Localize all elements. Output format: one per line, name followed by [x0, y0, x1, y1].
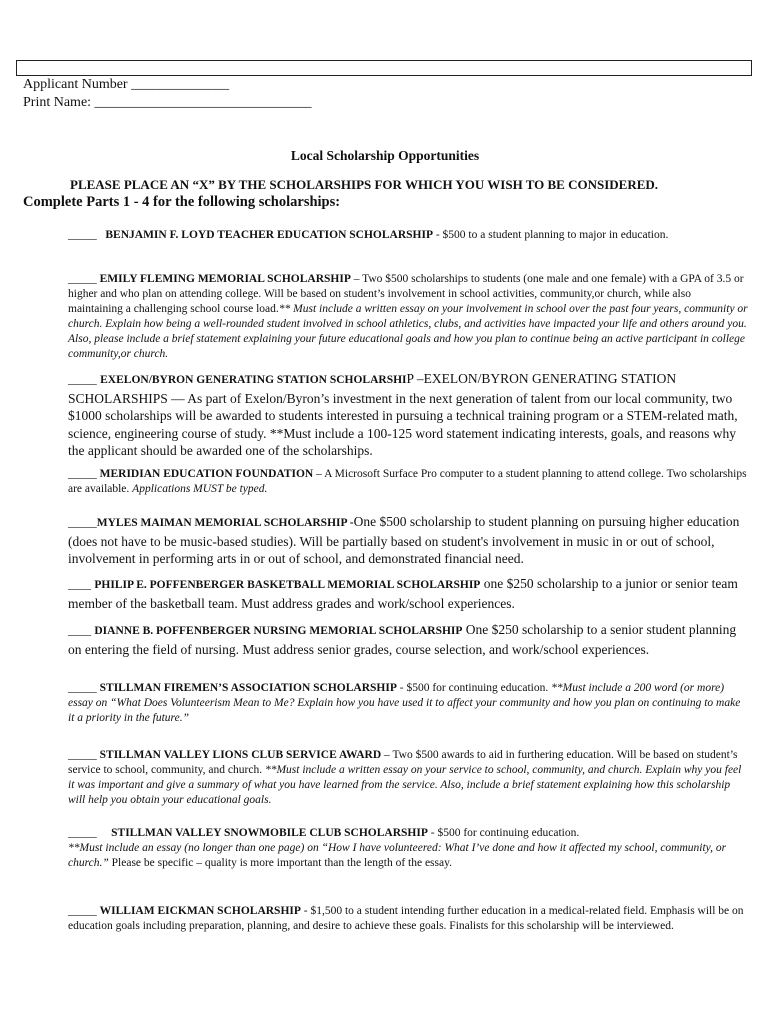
scholarship-name: STILLMAN VALLEY LIONS CLUB SERVICE AWARD	[99, 749, 382, 761]
scholarship-loyd	[68, 228, 748, 243]
instruction-complete-parts: Complete Parts 1 - 4 for the following scholarships:	[23, 194, 341, 210]
scholarship-note: Applications MUST be typed.	[132, 483, 268, 495]
scholarship-desc: - $500 for continuing education.	[396, 682, 552, 694]
checkbox-blank[interactable]: _____	[68, 229, 97, 241]
scholarship-desc: - $500 for continuing education.	[427, 827, 580, 839]
print-name-field[interactable]: Print Name: _______________________________	[23, 95, 312, 110]
scholarship-lions	[68, 748, 748, 808]
scholarship-note: **Must include an essay (no longer than one page) on “How I have volunteered: What I’ve done and how it affected my school, community, or church.”	[68, 842, 727, 869]
page-title: Local Scholarship Opportunities	[290, 148, 480, 163]
scholarship-name: PHILIP E. POFFENBERGER BASKETBALL MEMORIAL SCHOLARSHIP	[94, 579, 481, 591]
scholarship-note: **Must include a 200 word (or more) essay on “What Does Volunteerism Mean to Me? Explain how you have used it to affect your community and how you plan on continuing to make it a priority in the future.”	[68, 682, 741, 724]
scholarship-poffenberger-basketball	[68, 575, 748, 612]
checkbox-blank[interactable]: _____	[68, 827, 97, 839]
scholarship-name: DIANNE B. POFFENBERGER NURSING MEMORIAL SCHOLARSHIP	[94, 625, 463, 637]
checkbox-blank[interactable]: _____	[68, 682, 97, 694]
scholarship-fleming	[68, 272, 748, 362]
checkbox-blank[interactable]: ____	[68, 579, 91, 591]
scholarship-name: MYLES MAIMAN MEMORIAL SCHOLARSHIP -	[96, 517, 354, 529]
scholarship-name: STILLMAN VALLEY SNOWMOBILE CLUB SCHOLARSHIP	[111, 827, 428, 839]
scholarship-desc: – Two $500 scholarships to students (one male and one female) with a GPA of 3.5 or higher and who plan on attending college. Will be based on student’s involvement in school activities, community,or church, while also maintaining a challenging school course load.	[68, 273, 744, 315]
checkbox-blank[interactable]: _____	[68, 273, 97, 285]
scholarship-desc: – A Microsoft Surface Pro computer to a student planning to attend college. Two scholarships are available.	[68, 468, 747, 495]
checkbox-blank[interactable]: _____	[68, 905, 97, 917]
scholarship-desc: - $500 to a student planning to major in education.	[432, 229, 669, 241]
scholarship-snowmobile	[68, 826, 748, 871]
instruction-place-x: PLEASE PLACE AN “X” BY THE SCHOLARSHIPS FOR WHICH YOU WISH TO BE CONSIDERED.	[70, 177, 659, 192]
scholarship-desc: P –EXELON/BYRON GENERATING STATION SCHOLARSHIPS — As part of Exelon/Byron’s investment in the next generation of talent from our local community, two $1000 scholarships will be awarded to students interested in pursuing a technical training program or a STEM-related math, science, engineering course of study. **Must include a 100-125 word statement indicating interests, goals, and reasons why the applicant should be awarded one of the scholarships.	[68, 371, 738, 458]
checkbox-blank[interactable]: ____	[68, 625, 91, 637]
scholarship-poffenberger-nursing	[68, 621, 748, 658]
top-border-box	[16, 60, 752, 76]
scholarship-maiman	[68, 513, 748, 568]
scholarship-desc: one $250 scholarship to a junior or senior team member of the basketball team. Must address grades and work/school experiences.	[68, 576, 738, 611]
applicant-number-field[interactable]: Applicant Number ______________	[23, 77, 230, 92]
scholarship-desc: One $250 scholarship to a senior student planning on entering the field of nursing. Must address senior grades, course selection, and work/school experiences.	[68, 622, 737, 657]
scholarship-desc: - $1,500 to a student intending further education in a medical-related field. Emphasis will be on education goals including preparation, planning, and desire to achieve these goals. Finalists for this scholarship will be interviewed.	[68, 905, 744, 932]
scholarship-eickman	[68, 904, 748, 934]
scholarship-name: WILLIAM EICKMAN SCHOLARSHIP	[99, 905, 301, 917]
scholarship-name: MERIDIAN EDUCATION FOUNDATION	[99, 468, 314, 480]
scholarship-exelon	[68, 370, 748, 460]
scholarship-name: BENJAMIN F. LOYD TEACHER EDUCATION SCHOLARSHIP	[105, 229, 433, 241]
scholarship-name: EMILY FLEMING MEMORIAL SCHOLARSHIP	[99, 273, 351, 285]
scholarship-desc: One $500 scholarship to student planning on pursuing higher education (does not have to be music-based studies). Will be partially based on student's involvement in music in or out of school, involvement in performing arts in or out of school, and demonstrated financial need.	[68, 514, 740, 566]
checkbox-blank[interactable]: _____	[68, 749, 97, 761]
scholarship-firemen	[68, 681, 748, 726]
scholarship-note: ** Must include a written essay on your involvement in school over the past four years, community or church. Explain how being a well-rounded student involved in school athletics, clubs, and activities have impacted your life and others around you. Also, please include a brief statement explaining your future educational goals and how you plan to continue being an active participant in college community,or church.	[68, 303, 748, 360]
scholarship-name: STILLMAN FIREMEN’S ASSOCIATION SCHOLARSHIP	[99, 682, 397, 694]
scholarship-name: EXELON/BYRON GENERATING STATION SCHOLARSHI	[100, 374, 407, 386]
scholarship-meridian	[68, 467, 748, 497]
checkbox-blank[interactable]: _____	[68, 517, 97, 529]
checkbox-blank[interactable]: _____	[68, 374, 97, 386]
scholarship-note: **Must include a written essay on your service to school, community, and church. Explain why you feel it was important and give a summary of what you have learned from the service. Also, include a brief statement explaining how this scholarship will help you obtain your educational goals.	[68, 764, 742, 806]
checkbox-blank[interactable]: _____	[68, 468, 97, 480]
scholarship-tail: Please be specific – quality is more important than the length of the essay.	[108, 857, 452, 869]
scholarship-desc: – Two $500 awards to aid in furthering education. Will be based on student’s service to school, community, and church.	[68, 749, 738, 776]
